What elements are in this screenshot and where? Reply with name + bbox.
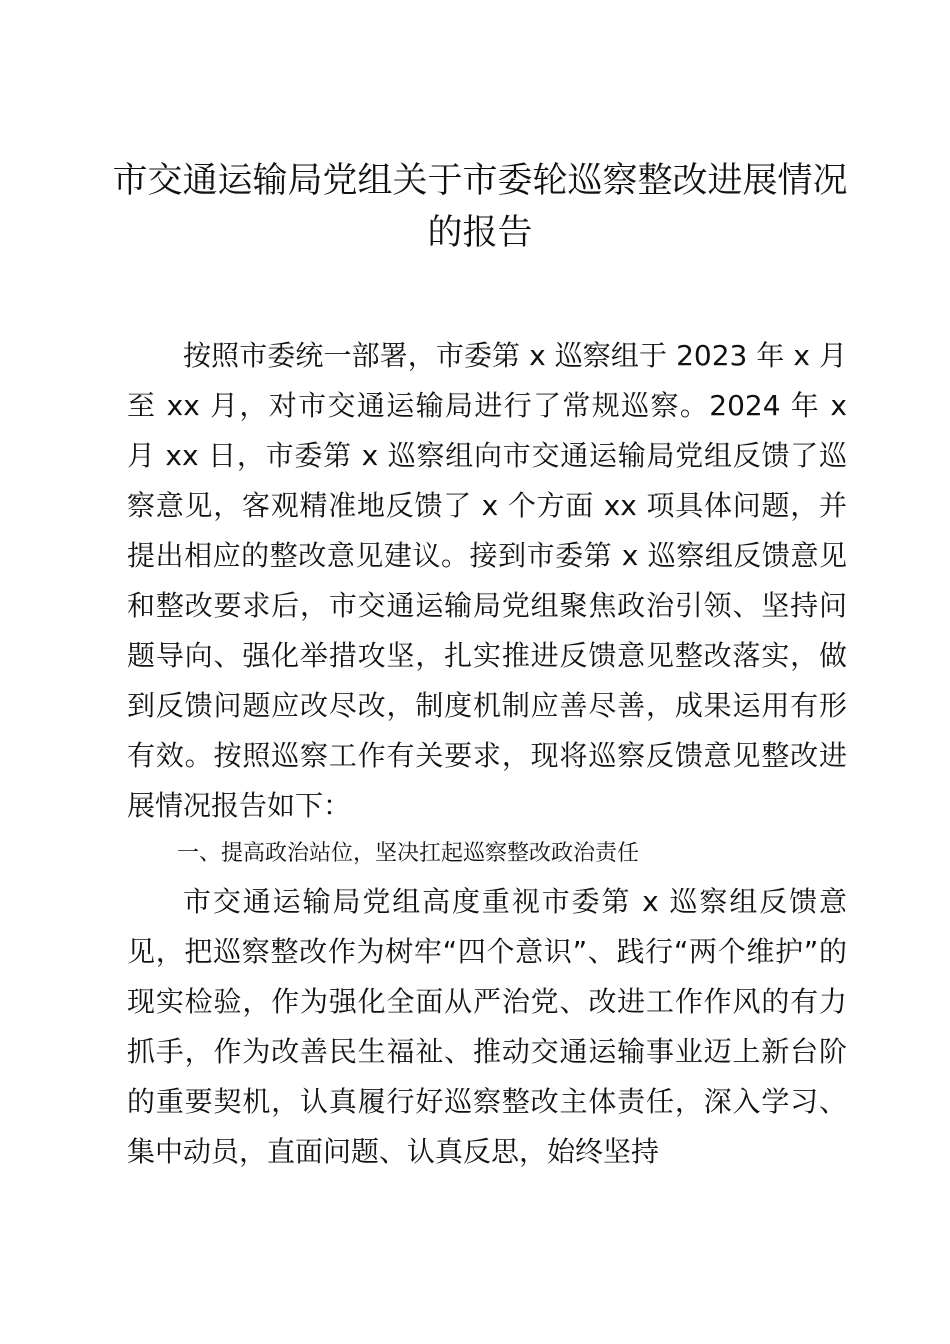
- body-paragraph-intro: 按照市委统一部署，市委第 x 巡察组于 2023 年 x 月至 xx 月，对市交通运输局进行了常规巡察。2024 年 x 月 xx 日，市委第 x 巡察组向市交通运输局党组反馈了巡察意见，客观精准地反馈了 x 个方面 xx 项具体问题，并提出相应的整改意见建议。接到市委第 x 巡察组反馈意见和整改要求后，市交通运输局党组聚焦政治引领、坚持问题导向、强化举措攻坚，扎实推进反馈意见整改落实，做到反馈问题应改尽改，制度机制应善尽善，成果运用有形有效。按照巡察工作有关要求，现将巡察反馈意见整改进展情况报告如下：: [127, 339, 847, 822]
- document-body: [127, 331, 847, 1177]
- document-title: 市交通运输局党组关于市委轮巡察整改进展情况的报告: [112, 161, 848, 253]
- body-paragraph-section-1: 市交通运输局党组高度重视市委第 x 巡察组反馈意见，把巡察整改作为树牢“四个意识”、践行“两个维护”的现实检验，作为强化全面从严治党、改进工作作风的有力抓手，作为改善民生福祉、推动交通运输事业迈上新台阶的重要契机，认真履行好巡察整改主体责任，深入学习、集中动员，直面问题、认真反思，始终坚持: [127, 885, 847, 1168]
- section-heading-1: 一、提高政治站位，坚决扛起巡察整改政治责任: [177, 841, 640, 866]
